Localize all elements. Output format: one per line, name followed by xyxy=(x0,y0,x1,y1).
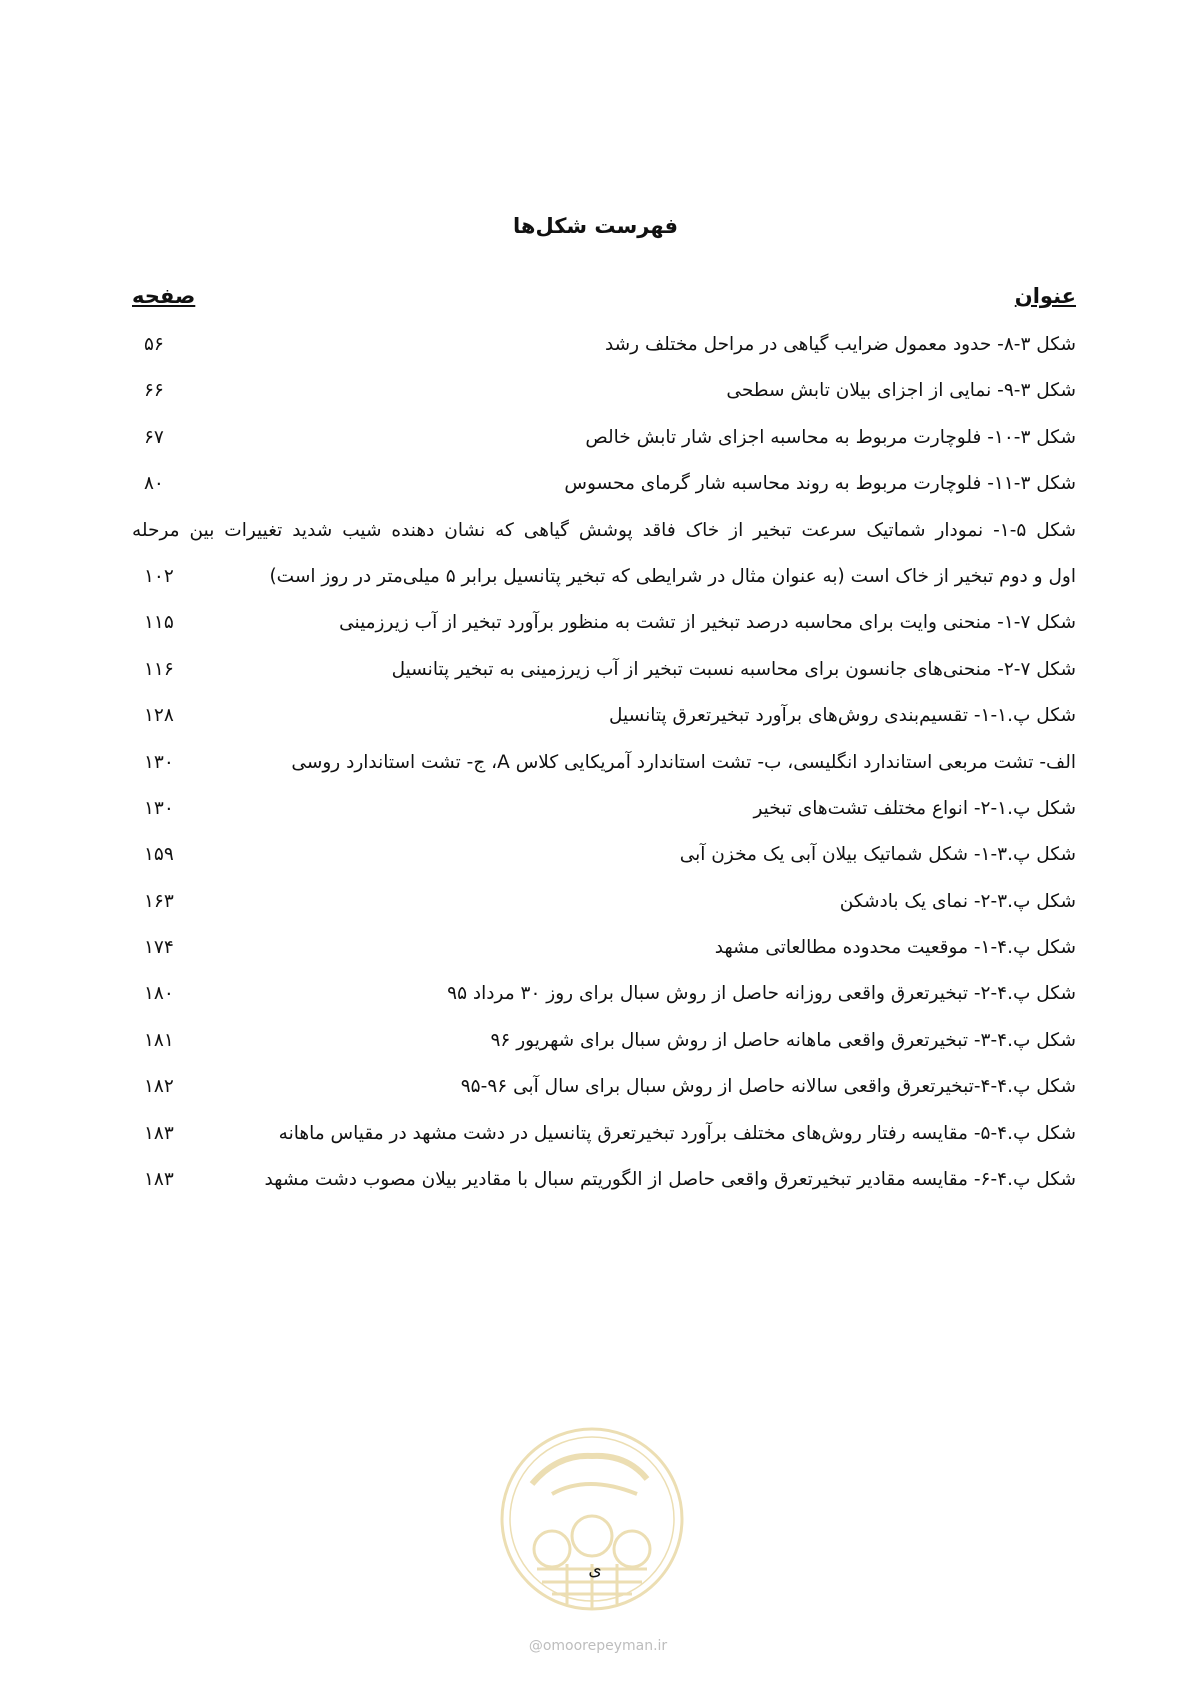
title-column-header: عنوان xyxy=(1014,284,1076,308)
list-item xyxy=(132,558,1076,604)
figure-title: شکل ۳-۸- حدود معمول ضرایب گیاهی در مراحل مختلف رشد xyxy=(604,334,1076,355)
page-number-footer: ی xyxy=(588,1560,602,1580)
list-item xyxy=(132,419,1076,465)
list-item xyxy=(132,512,1076,558)
list-item xyxy=(132,1022,1076,1068)
figure-title: شکل ۳-۱۱- فلوچارت مربوط به روند محاسبه شار گرمای محسوس xyxy=(564,473,1076,495)
page-number: ۱۳۰ xyxy=(144,797,174,819)
figure-title: شکل پ.۴-۶- مقایسه مقادیر تبخیرتعرق واقعی حاصل از الگوریتم سبال با مقادیر بیلان مصوب دشت مشهد xyxy=(264,1169,1076,1191)
page-number: ۱۵۹ xyxy=(144,844,174,866)
list-item xyxy=(132,651,1076,697)
page-number: ۱۰۲ xyxy=(144,565,174,587)
list-item xyxy=(132,1068,1076,1114)
figure-title: شکل پ.۴-۱- موقعیت محدوده مطالعاتی مشهد xyxy=(714,937,1076,959)
figure-list xyxy=(132,326,1076,1207)
page-number: ۸۰ xyxy=(144,473,164,495)
page-number: ۱۸۳ xyxy=(144,1122,174,1144)
figure-title: شکل پ.۳-۲- نمای یک بادشکن xyxy=(839,890,1076,912)
list-item xyxy=(132,883,1076,929)
figure-title: شکل ۳-۹- نمایی از اجزای بیلان تابش سطحی xyxy=(726,380,1076,402)
figure-title: شکل ۷-۱- منحنی وایت برای محاسبه درصد تبخیر از تشت به منظور برآورد تبخیر از آب زیرزمینی xyxy=(339,612,1076,634)
figure-title: شکل پ.۱-۲- انواع مختلف تشت‌های تبخیر xyxy=(753,797,1076,819)
page-number: ۱۱۶ xyxy=(144,658,174,680)
figure-title: شکل پ.۴-۲- تبخیرتعرق واقعی روزانه حاصل از روش سبال برای روز ۳۰ مرداد ۹۵ xyxy=(447,983,1076,1005)
page-title: فهرست شکل‌ها xyxy=(513,214,678,238)
page-number: ۱۸۲ xyxy=(144,1076,174,1098)
seal-watermark-icon xyxy=(497,1424,687,1614)
figure-title: الف- تشت مربعی استاندارد انگلیسی، ب- تشت استاندارد آمریکایی کلاس A، ج- تشت استاندارد روسی xyxy=(291,751,1076,773)
figure-title: شکل ۳-۱۰- فلوچارت مربوط به محاسبه اجزای شار تابش خالص xyxy=(585,426,1076,448)
watermark-text: @omoorepeyman.ir xyxy=(528,1638,668,1654)
figure-title: شکل پ.۴-۴-تبخیرتعرق واقعی سالانه حاصل از روش سبال برای سال آبی ۹۶-۹۵ xyxy=(460,1076,1076,1098)
page-number: ۵۶ xyxy=(144,334,164,355)
list-item xyxy=(132,744,1076,790)
list-item xyxy=(132,929,1076,975)
page-number: ۱۸۳ xyxy=(144,1169,174,1191)
list-item xyxy=(132,326,1076,372)
figure-title: شکل ۵-۱- نمودار شماتیک سرعت تبخیر از خاک فاقد پوشش گیاهی که نشان دهنده شیب شدید تغییرات بین مرحله xyxy=(132,519,1077,541)
list-item xyxy=(132,836,1076,882)
figure-title: شکل پ.۱-۱- تقسیم‌بندی روش‌های برآورد تبخیرتعرق پتانسیل xyxy=(608,705,1076,727)
page-number: ۱۶۳ xyxy=(144,890,174,912)
list-item xyxy=(132,372,1076,418)
figure-title: شکل ۷-۲- منحنی‌های جانسون برای محاسبه نسبت تبخیر از آب زیرزمینی به تبخیر پتانسیل xyxy=(391,658,1076,680)
page-number: ۱۲۸ xyxy=(144,705,174,727)
page-number: ۱۸۰ xyxy=(144,983,174,1005)
list-item xyxy=(132,790,1076,836)
list-item xyxy=(132,975,1076,1021)
figure-title: شکل پ.۴-۵- مقایسه رفتار روش‌های مختلف برآورد تبخیرتعرق پتانسیل در دشت مشهد در مقیاس ماهانه xyxy=(278,1122,1076,1144)
list-item xyxy=(132,697,1076,743)
list-item xyxy=(132,1115,1076,1161)
page-number: ۶۷ xyxy=(144,426,164,448)
page-number: ۱۱۵ xyxy=(144,612,174,634)
page-number: ۱۸۱ xyxy=(144,1029,174,1051)
page-number: ۱۳۰ xyxy=(144,751,174,773)
page-number: ۱۷۴ xyxy=(144,937,174,959)
page-number: ۶۶ xyxy=(144,380,164,402)
page-column-header: صفحه xyxy=(132,284,196,308)
list-item xyxy=(132,604,1076,650)
list-item xyxy=(132,465,1076,511)
figure-title: شکل پ.۴-۳- تبخیرتعرق واقعی ماهانه حاصل از روش سبال برای شهریور ۹۶ xyxy=(490,1029,1076,1051)
table-header xyxy=(132,284,1076,316)
list-item xyxy=(132,1161,1076,1207)
figure-title: شکل پ.۳-۱- شکل شماتیک بیلان آبی یک مخزن آبی xyxy=(679,844,1076,866)
figure-title: اول و دوم تبخیر از خاک است (به عنوان مثال در شرایطی که تبخیر پتانسیل برابر ۵ میلی‌متر در روز است) xyxy=(269,565,1076,587)
